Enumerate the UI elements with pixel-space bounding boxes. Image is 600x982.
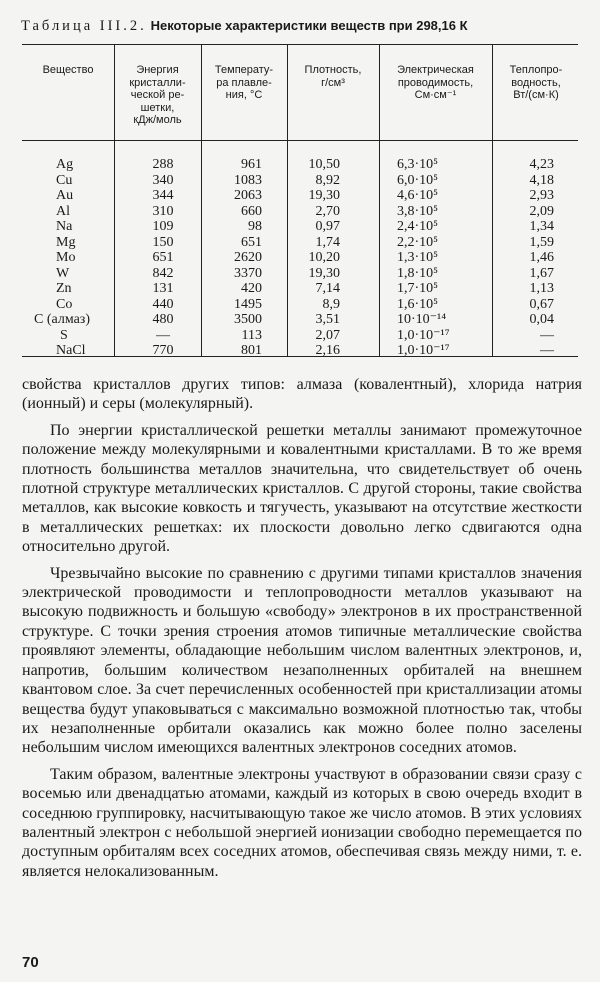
cell-melting-point: 113 bbox=[241, 327, 262, 343]
cell-thermal-conductivity: — bbox=[540, 343, 554, 358]
cell-conductivity: 1,0·10⁻¹⁷ bbox=[397, 343, 450, 358]
cell-density: 1,74 bbox=[315, 234, 340, 250]
cell-conductivity: 6,3·10⁵ bbox=[397, 157, 439, 172]
cell-conductivity: 6,0·10⁵ bbox=[397, 172, 439, 188]
cell-substance: Mg bbox=[56, 234, 76, 250]
cell-density: 2,07 bbox=[315, 327, 340, 343]
table-row bbox=[0, 297, 600, 313]
cell-substance: Cu bbox=[56, 172, 73, 188]
cell-lattice-energy: 109 bbox=[152, 219, 174, 234]
cell-substance: Al bbox=[56, 203, 70, 219]
body-text bbox=[22, 375, 582, 881]
cell-melting-point: 660 bbox=[241, 203, 262, 219]
table-row bbox=[0, 281, 600, 297]
cell-density: 8,9 bbox=[322, 296, 340, 312]
cell-lattice-energy: 440 bbox=[152, 296, 174, 312]
table-row bbox=[0, 157, 600, 173]
paragraph: Чрезвычайно высокие по сравнению с другими типами кристаллов значения электрической проводимости и теплопроводности металлов указывают на высокую подвижность и большую «свободу» электронов в их пространственной структуре. С точки зрения строения атомов типичные металлические свойства проявляют элементы, обладающие небольшим числом валентных электронов, и, напротив, большим количеством незаполненных орбиталей на внешнем квантовом слое. За счет перечисленных особенностей при кристаллизации атомы вещества будут упаковываться с максимально возможной плотностью так, чтобы их незаполненные орбитали оказались как можно более полно заселены небольшим числом имеющихся валентных электронов соседних атомов. bbox=[22, 564, 582, 757]
table-caption-title: Некоторые характеристики веществ при 298,16 К bbox=[150, 18, 468, 33]
cell-conductivity: 1,7·10⁵ bbox=[397, 281, 439, 296]
cell-lattice-energy: 150 bbox=[152, 234, 174, 250]
table-header-conductivity: Электрическая проводимость, См·см⁻¹ bbox=[397, 64, 474, 101]
table-top-rule bbox=[22, 44, 578, 45]
cell-lattice-energy: 651 bbox=[152, 250, 174, 265]
cell-melting-point: 1083 bbox=[234, 172, 262, 188]
cell-lattice-energy: 340 bbox=[152, 172, 174, 188]
cell-lattice-energy: 288 bbox=[152, 157, 174, 172]
cell-lattice-energy: — bbox=[156, 327, 170, 343]
paragraph: По энергии кристаллической решетки металлы занимают промежуточное положение между молекулярными и ковалентными кристаллами. В то же время плотность большинства металлов значительна, что свидетельствует об очень плотной структуре металлических кристаллов. С другой стороны, такие свойства металлов, как высокие ковкость и тягучесть, указывают на отсутствие жесткости в металлических решетках: их плоскости довольно легко сдвигаются одна относительно другой. bbox=[22, 421, 582, 556]
cell-density: 3,51 bbox=[315, 312, 340, 327]
cell-thermal-conductivity: 1,13 bbox=[529, 281, 554, 296]
cell-density: 10,20 bbox=[308, 250, 340, 265]
page-number: 70 bbox=[22, 954, 39, 971]
cell-lattice-energy: 310 bbox=[152, 203, 174, 219]
cell-conductivity: 2,2·10⁵ bbox=[397, 234, 439, 250]
cell-density: 2,70 bbox=[315, 203, 340, 219]
paragraph: Таким образом, валентные электроны участвуют в образовании связи сразу с восемью или двенадцатью атомами, каждый из которых в свою очередь входит в соседнюю группировку, насчитывающую такое же число атомов. В этих условиях валентный электрон с небольшой энергией ионизации свободно перемещается по доступным орбиталям всех соседних атомов, обеспечивая связь между ними, т. е. является нелокализованным. bbox=[22, 765, 582, 880]
cell-substance: C (алмаз) bbox=[34, 312, 90, 327]
cell-thermal-conductivity: 1,67 bbox=[529, 265, 554, 281]
cell-lattice-energy: 131 bbox=[152, 281, 174, 296]
cell-melting-point: 2620 bbox=[234, 250, 262, 265]
paragraph: свойства кристаллов других типов: алмаза (ковалентный), хлорида натрия (ионный) и серы (молекулярный). bbox=[22, 376, 582, 413]
table-row bbox=[0, 219, 600, 235]
cell-thermal-conductivity: 2,93 bbox=[529, 188, 554, 203]
cell-density: 19,30 bbox=[308, 188, 340, 203]
cell-thermal-conductivity: 1,34 bbox=[529, 219, 554, 234]
cell-density: 0,97 bbox=[315, 219, 340, 234]
cell-substance: Mo bbox=[56, 250, 76, 265]
cell-thermal-conductivity: 0,04 bbox=[529, 312, 554, 327]
table-header-thermal-conductivity: Теплопро- водность, Вт/(см·К) bbox=[509, 64, 563, 101]
cell-lattice-energy: 842 bbox=[152, 265, 174, 281]
table-header-substance: Вещество bbox=[42, 64, 94, 76]
table-row bbox=[0, 266, 600, 282]
cell-thermal-conductivity: 4,23 bbox=[529, 157, 554, 172]
cell-melting-point: 420 bbox=[241, 281, 262, 296]
table-row bbox=[0, 235, 600, 251]
table-row bbox=[0, 328, 600, 344]
cell-melting-point: 961 bbox=[241, 157, 262, 172]
cell-melting-point: 98 bbox=[248, 219, 262, 234]
table-header-lattice-energy: Энергия кристалли- ческой ре- шетки, кДж/моль bbox=[129, 64, 186, 126]
cell-conductivity: 1,8·10⁵ bbox=[397, 265, 439, 281]
cell-conductivity: 1,3·10⁵ bbox=[397, 250, 439, 265]
table-row bbox=[0, 204, 600, 220]
cell-conductivity: 2,4·10⁵ bbox=[397, 219, 439, 234]
table-body bbox=[0, 157, 600, 359]
cell-conductivity: 4,6·10⁵ bbox=[397, 188, 439, 203]
table-header-rule bbox=[22, 140, 578, 141]
cell-melting-point: 2063 bbox=[234, 188, 262, 203]
cell-substance: Co bbox=[56, 296, 73, 312]
cell-density: 2,16 bbox=[315, 343, 340, 358]
cell-melting-point: 3500 bbox=[234, 312, 262, 327]
cell-conductivity: 1,6·10⁵ bbox=[397, 296, 439, 312]
table-row bbox=[0, 343, 600, 359]
cell-density: 7,14 bbox=[315, 281, 340, 296]
cell-density: 10,50 bbox=[308, 157, 340, 172]
cell-lattice-energy: 480 bbox=[152, 312, 174, 327]
table-row bbox=[0, 250, 600, 266]
cell-substance: Na bbox=[56, 219, 73, 234]
cell-thermal-conductivity: — bbox=[540, 327, 554, 343]
cell-substance: S bbox=[60, 327, 68, 343]
cell-melting-point: 3370 bbox=[234, 265, 262, 281]
cell-thermal-conductivity: 4,18 bbox=[529, 172, 554, 188]
table-header-density: Плотность, г/см³ bbox=[304, 64, 362, 89]
table-row bbox=[0, 312, 600, 328]
cell-substance: Ag bbox=[56, 157, 74, 172]
table-header-melting-point: Температу- ра плавле- ния, °С bbox=[214, 64, 274, 101]
table-caption bbox=[21, 18, 591, 35]
cell-density: 8,92 bbox=[315, 172, 340, 188]
cell-substance: W bbox=[56, 265, 70, 281]
cell-thermal-conductivity: 0,67 bbox=[529, 296, 554, 312]
cell-lattice-energy: 770 bbox=[152, 343, 174, 358]
cell-melting-point: 801 bbox=[241, 343, 262, 358]
table-caption-label: Таблица III.2. bbox=[21, 18, 147, 34]
cell-conductivity: 10·10⁻¹⁴ bbox=[397, 312, 447, 327]
cell-thermal-conductivity: 1,46 bbox=[529, 250, 554, 265]
cell-melting-point: 651 bbox=[241, 234, 262, 250]
table-row bbox=[0, 188, 600, 204]
cell-density: 19,30 bbox=[308, 265, 340, 281]
cell-substance: Zn bbox=[56, 281, 72, 296]
cell-thermal-conductivity: 2,09 bbox=[529, 203, 554, 219]
cell-substance: NaCl bbox=[56, 343, 86, 358]
cell-lattice-energy: 344 bbox=[152, 188, 174, 203]
cell-thermal-conductivity: 1,59 bbox=[529, 234, 554, 250]
cell-substance: Au bbox=[56, 188, 74, 203]
table-row bbox=[0, 173, 600, 189]
cell-melting-point: 1495 bbox=[234, 296, 262, 312]
cell-conductivity: 1,0·10⁻¹⁷ bbox=[397, 327, 450, 343]
cell-conductivity: 3,8·10⁵ bbox=[397, 203, 439, 219]
